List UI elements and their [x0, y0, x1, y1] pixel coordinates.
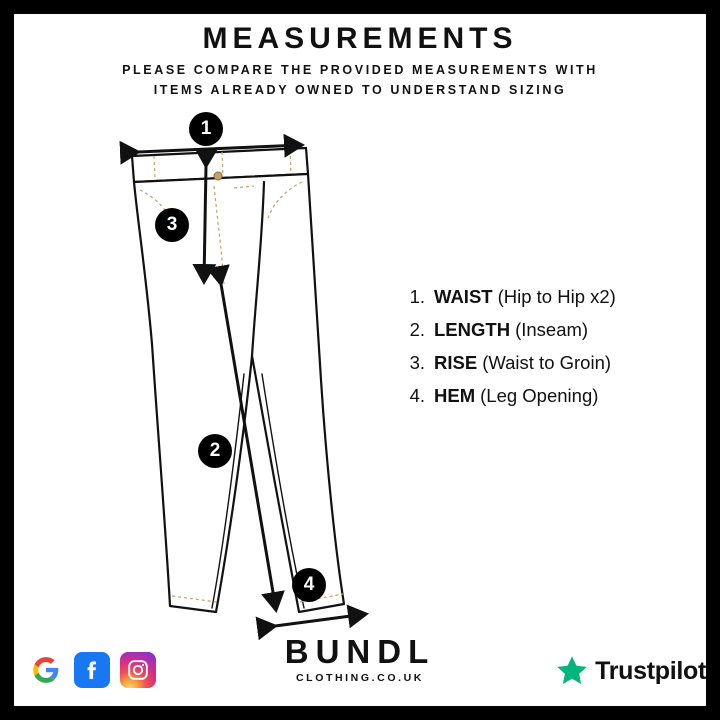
legend-item-waist — [399, 286, 689, 308]
marker-3: 3 — [155, 208, 189, 242]
legend-item-rise — [399, 352, 689, 374]
measurement-legend — [399, 286, 689, 418]
waist-arrow — [138, 145, 302, 152]
legend-number: 3. — [409, 352, 425, 373]
brand-lockup — [260, 634, 460, 684]
trustpilot-badge[interactable] — [555, 654, 706, 688]
trustpilot-star-icon — [555, 654, 589, 688]
marker-1: 1 — [189, 112, 223, 146]
subtitle-line-1: PLEASE COMPARE THE PROVIDED MEASUREMENTS WITH — [122, 63, 598, 77]
legend-number: 1. — [409, 286, 425, 307]
legend-number: 2. — [409, 319, 425, 340]
legend-description: (Hip to Hip x2) — [497, 286, 616, 307]
social-links — [28, 652, 156, 688]
legend-description: (Leg Opening) — [480, 385, 599, 406]
marker-4: 4 — [292, 568, 326, 602]
instagram-icon[interactable] — [120, 652, 156, 688]
marker-2: 2 — [198, 434, 232, 468]
legend-description: (Waist to Groin) — [482, 352, 612, 373]
legend-term: LENGTH — [434, 319, 511, 340]
legend-term: WAIST — [434, 286, 493, 307]
legend-term: HEM — [434, 385, 476, 406]
legend-item-length — [399, 319, 689, 341]
subtitle-line-2: ITEMS ALREADY OWNED TO UNDERSTAND SIZING — [153, 83, 567, 97]
graphic-inner — [14, 14, 706, 706]
rise-arrow — [204, 166, 206, 282]
hem-arrow — [275, 614, 366, 626]
legend-term: RISE — [434, 352, 478, 373]
page-title: MEASUREMENTS — [202, 22, 518, 55]
legend-item-hem — [399, 385, 689, 407]
legend-number: 4. — [409, 385, 425, 406]
facebook-icon[interactable] — [74, 652, 110, 688]
trustpilot-label: Trustpilot — [595, 656, 706, 685]
google-icon[interactable] — [28, 652, 64, 688]
brand-name: BUNDL — [284, 633, 436, 670]
brand-domain: CLOTHING.CO.UK — [296, 672, 424, 684]
legend-description: (Inseam) — [515, 319, 589, 340]
